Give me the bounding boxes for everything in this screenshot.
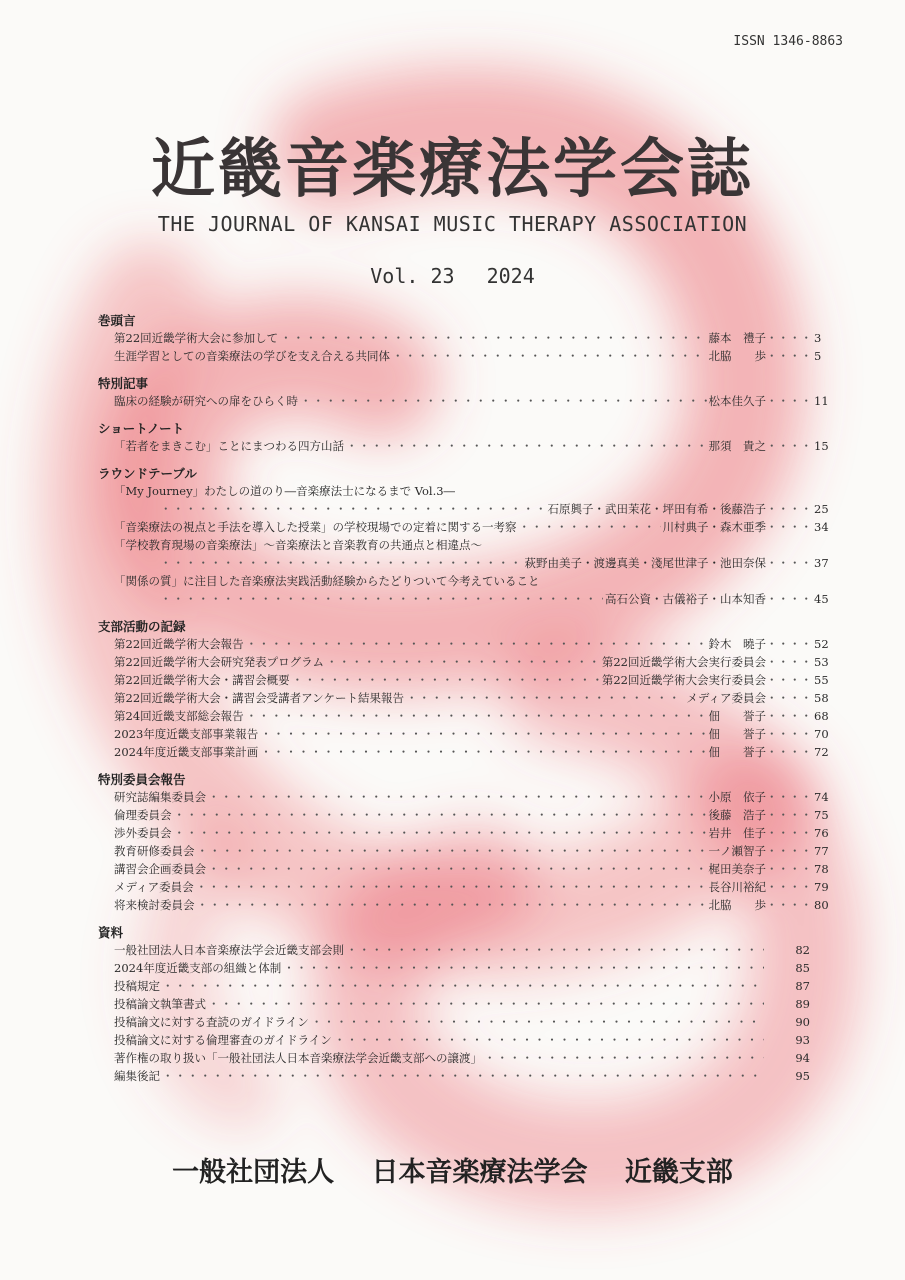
toc-leader-dots [162,977,764,995]
org-name-type: 一般社団法人 [172,1157,335,1188]
toc-leader-dots [162,1067,764,1085]
toc-entry [98,878,829,896]
toc-entry-page: ・・・・ 58 [766,689,810,707]
toc-leader-dots [326,653,600,671]
toc-entry [98,1013,810,1031]
toc-leader-dots [283,959,764,977]
table-of-contents [98,312,829,1095]
toc-entry-title: 研究誌編集委員会 [114,790,206,804]
toc-leader-dots [334,1031,764,1049]
toc-section [98,465,829,608]
toc-entry-page: ・・・・ 37 [766,554,810,572]
toc-entry [98,860,829,878]
toc-entry-title: 投稿論文に対する倫理審査のガイドライン [114,1033,332,1047]
toc-entry-page: ・・・・ 15 [766,437,810,455]
toc-entry [98,941,810,959]
toc-leader-dots [174,806,707,824]
toc-entry-title: 第22回近畿学術大会報告 [114,637,244,651]
toc-entry [98,689,829,707]
toc-entry-author: メディア委員会 [686,691,766,705]
toc-leader-dots [484,1049,764,1067]
toc-entry-title: 投稿規定 [114,979,160,993]
toc-entry-author: 石原興子・武田茉花・坪田有希・後藤浩子 [547,502,766,516]
org-name-branch: 近畿支部 [624,1157,733,1188]
toc-entry [98,1067,810,1085]
toc-leader-dots [519,518,661,536]
toc-section [98,375,829,410]
toc-entry [98,572,810,590]
toc-leader-dots [292,671,600,689]
toc-leader-dots [197,896,707,914]
toc-leader-dots [406,689,684,707]
toc-leader-dots [280,329,706,347]
toc-entry [98,842,829,860]
toc-entry-title: 第22回近畿学術大会研究発表プログラム [114,655,325,669]
toc-entry [98,824,829,842]
toc-entry [98,743,829,761]
toc-leader-dots [260,743,706,761]
toc-entry-page: 89 [795,997,810,1011]
toc-entry-author: 鈴木 曉子 [708,637,766,651]
toc-entry-title: 2024年度近畿支部の組織と体制 [114,961,282,975]
toc-entry-page: 93 [795,1033,810,1047]
toc-entry-title: 第22回近畿学術大会に参加して [114,331,279,345]
toc-entry [98,554,829,572]
toc-entry-author: 松本佳久子 [708,394,766,408]
toc-entry-author: 萩野由美子・渡邊真美・淺尾世津子・池田奈保 [524,556,766,570]
toc-entry [98,725,829,743]
toc-entry-page: ・・・・ 5 [766,347,810,365]
toc-entry-page: ・・・・ 53 [766,653,810,671]
volume-info [0,264,905,288]
toc-entry-author: 北脇 歩 [708,898,766,912]
toc-section-heading: 特別記事 [98,376,149,391]
volume-year: 2024 [486,264,535,288]
toc-leader-dots [160,554,523,572]
toc-entry-title: 第22回近畿学術大会・講習会概要 [114,673,290,687]
toc-entry-page: 85 [795,961,810,975]
toc-entry [98,536,810,554]
toc-entry-page: 82 [795,943,810,957]
toc-section [98,771,829,914]
toc-entry [98,995,810,1013]
toc-entry [98,671,829,689]
toc-leader-dots [196,878,707,896]
toc-entry-author: 那須 貴之 [708,439,766,453]
toc-entry [98,1049,810,1067]
toc-entry-title: 「若者をまきこむ」ことにまつわる四方山話 [114,439,344,453]
toc-entry-title: 2023年度近畿支部事業報告 [114,727,259,741]
toc-section [98,312,822,365]
toc-entry-title: 渉外委員会 [114,826,172,840]
toc-entry [98,482,810,500]
toc-entry-author: 北脇 歩 [708,349,766,363]
toc-entry-title: 第22回近畿学術大会・講習会受講者アンケート結果報告 [114,691,404,705]
toc-entry-page: ・・・・ 78 [766,860,810,878]
toc-entry-author: 佃 誉子 [708,727,766,741]
toc-entry-page: ・・・・ 3 [766,329,810,347]
toc-section [98,924,810,1085]
toc-entry-author: 佃 誉子 [708,709,766,723]
toc-entry [98,977,810,995]
toc-section-heading: 資料 [98,925,124,940]
toc-entry-title: 2024年度近畿支部事業計画 [114,745,259,759]
toc-entry-title: 投稿論文に対する査読のガイドライン [114,1015,309,1029]
toc-entry-title: 投稿論文執筆書式 [114,997,206,1011]
toc-section-heading: ショートノート [98,421,185,436]
toc-entry [98,437,829,455]
toc-leader-dots [208,860,707,878]
toc-section-heading: 支部活動の記録 [98,619,186,634]
toc-entry [98,1031,810,1049]
toc-entry [98,635,829,653]
toc-entry-page: ・・・・ 11 [766,392,810,410]
toc-entry [98,590,829,608]
toc-entry [98,896,829,914]
toc-entry-page: ・・・・ 55 [766,671,810,689]
toc-entry-title: 第24回近畿支部総会報告 [114,709,244,723]
journal-subtitle: THE JOURNAL OF KANSAI MUSIC THERAPY ASSOCIATION [157,212,748,236]
toc-entry-title: 「学校教育現場の音楽療法」～音楽療法と音楽教育の共通点と相違点～ [114,538,482,552]
toc-entry-author: 一ノ瀬智子 [708,844,766,858]
toc-section-heading: 巻頭言 [98,313,136,328]
toc-section [98,420,829,455]
toc-leader-dots [160,500,546,518]
toc-entry [98,329,822,347]
toc-entry-page: ・・・・ 45 [766,590,810,608]
toc-section-heading: 特別委員会報告 [98,772,186,787]
toc-entry [98,653,829,671]
toc-entry-page: ・・・・ 25 [766,500,810,518]
toc-entry-title: 倫理委員会 [114,808,172,822]
toc-leader-dots [300,392,707,410]
toc-entry-page: ・・・・ 80 [766,896,810,914]
toc-entry [98,347,822,365]
toc-entry-author: 岩井 佳子 [708,826,766,840]
toc-entry-title: 講習会企画委員会 [114,862,206,876]
volume-number: Vol. 23 [370,264,455,288]
toc-entry-author: 長谷川裕紀 [708,880,766,894]
toc-entry-page: ・・・・ 70 [766,725,810,743]
toc-entry-author: 第22回近畿学術大会実行委員会 [601,673,766,687]
toc-entry-author: 後藤 浩子 [708,808,766,822]
toc-leader-dots [246,707,707,725]
toc-entry-page: 94 [795,1051,810,1065]
toc-leader-dots [311,1013,764,1031]
toc-entry [98,500,829,518]
toc-entry-page: 90 [795,1015,810,1029]
org-name-main: 日本音楽療法学会 [371,1157,588,1188]
toc-entry-page: ・・・・ 75 [766,806,810,824]
toc-entry-title: メディア委員会 [114,880,194,894]
toc-leader-dots [346,941,764,959]
toc-entry-title: 著作権の取り扱い「一般社団法人日本音楽療法学会近畿支部への譲渡」 [114,1051,482,1065]
publisher-organization [0,1150,905,1189]
toc-entry-title: 将来検討委員会 [114,898,195,912]
journal-title: 近畿音楽療法学会誌 [151,132,754,207]
toc-entry-author: 小原 依子 [708,790,766,804]
toc-leader-dots [160,590,603,608]
toc-entry-author: 梶田美奈子 [708,862,766,876]
toc-entry-page: 95 [795,1069,810,1083]
toc-entry [98,788,829,806]
toc-leader-dots [260,725,706,743]
toc-entry-author: 佃 誉子 [708,745,766,759]
toc-section [98,618,829,761]
toc-entry [98,707,829,725]
toc-section-heading: ラウンドテーブル [98,466,197,481]
toc-entry-page: ・・・・ 77 [766,842,810,860]
toc-entry [98,806,829,824]
toc-entry-title: 一般社団法人日本音楽療法学会近畿支部会則 [114,943,344,957]
toc-entry-title: 臨床の経験が研究への扉をひらく時 [114,394,298,408]
toc-entry-title: 編集後記 [114,1069,160,1083]
toc-entry [98,518,829,536]
toc-leader-dots [174,824,707,842]
toc-entry-author: 高石公資・古儀裕子・山本知香 [605,592,766,606]
toc-entry-page: ・・・・ 79 [766,878,810,896]
toc-entry-title: 生涯学習としての音楽療法の学びを支え合える共同体 [114,349,390,363]
toc-leader-dots [392,347,707,365]
toc-entry-title: 「関係の質」に注目した音楽療法実践活動経験からたどりついて今考えていること [114,574,540,588]
toc-entry-title: 「My Journey」わたしの道のり―音楽療法士になるまで Vol.3― [114,484,456,498]
toc-entry-page: ・・・・ 68 [766,707,810,725]
toc-entry-title: 教育研修委員会 [114,844,195,858]
toc-entry [98,392,829,410]
toc-entry-author: 第22回近畿学術大会実行委員会 [601,655,766,669]
toc-entry-page: ・・・・ 52 [766,635,810,653]
toc-entry-page: ・・・・ 76 [766,824,810,842]
toc-entry-author: 藤本 禮子 [708,331,766,345]
toc-entry-page: ・・・・ 74 [766,788,810,806]
toc-entry-page: 87 [795,979,810,993]
toc-entry [98,959,810,977]
toc-leader-dots [208,788,707,806]
toc-leader-dots [197,842,707,860]
toc-entry-title: 「音楽療法の視点と手法を導入した授業」の学校現場での定着に関する一考察 [114,520,517,534]
toc-entry-author: 川村典子・森木亜季 [662,520,766,534]
toc-entry-page: ・・・・ 34 [766,518,810,536]
toc-leader-dots [246,635,707,653]
toc-entry-page: ・・・・ 72 [766,743,810,761]
toc-leader-dots [208,995,764,1013]
toc-leader-dots [346,437,707,455]
issn-number: ISSN 1346-8863 [733,34,843,49]
